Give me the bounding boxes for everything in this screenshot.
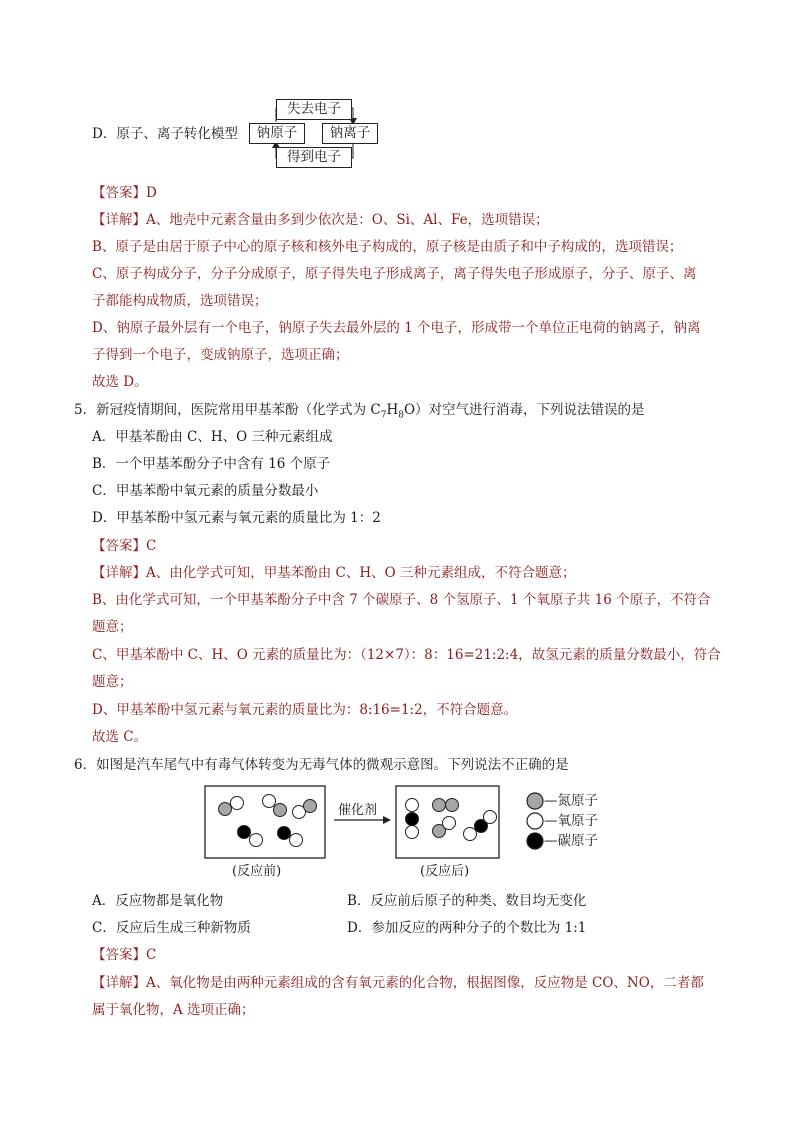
q5-detail-c1: C、甲基苯酚中 C、H、O 元素的质量比为：（12×7）：8：16=21:2:4，故氢元素的质量分数最小，符合 [92,647,721,663]
legend-carbon-circle [527,833,543,849]
q4-detail-d2: 子得到一个电子，变成钠原子，选项正确； [92,347,349,363]
detail-label: 【详解】 [92,565,146,581]
catalyst-label: 催化剂 [338,803,378,818]
q4-detail-b: B、原子是由居于原子中心的原子核和核外电子构成的，原子核是由质子和中子构成的，选项错误； [92,239,683,255]
q5-conclusion: 故选 C。 [92,729,148,745]
detail-text: A、由化学式可知，甲基苯酚由 C、H、O 三种元素组成，不符合题意； [146,565,576,581]
answer-label: 【答案】 [92,538,146,554]
answer-value: C [146,538,157,554]
legend-oxygen: —氧原子 [544,813,598,829]
legend-oxygen-circle [527,813,543,829]
before-label: (反应前) [232,864,282,879]
q5-detail-b1: B、由化学式可知，一个甲基苯酚分子中含 7 个碳原子、8 个氢原子、1 个氧原子共 16 个原子，不符合 [92,592,711,608]
subscript: 7 [380,410,387,421]
detail-text: A、氧化物是由两种元素组成的含有氧元素的化合物，根据图像，反应物是 CO、NO，二者都 [146,975,704,991]
q6-detail-a1 [92,974,704,992]
q6-option-d: D．参加反应的两种分子的个数比为 1:1 [347,920,587,936]
q5-detail-b2: 题意； [92,619,133,635]
detail-label: 【详解】 [92,975,146,991]
q5-option-a: A．甲基苯酚由 C、H、O 三种元素组成 [92,429,333,445]
legend-nitrogen: —氮原子 [544,793,598,809]
subscript: 8 [398,410,404,421]
q4-detail-c1: C、原子构成分子，分子分成原子，原子得失电子形成离子，离子得失电子形成原子，分子、原子、离 [92,266,697,282]
q4-option-d: D．原子、离子转化模型 [92,126,238,142]
detail-label: 【详解】 [92,212,146,228]
q5-stem [74,401,645,425]
stem-part: H [386,402,399,418]
q6-detail-a2: 属于氧化物，A 选项正确； [92,1002,255,1018]
sodium-atom-box: 钠原子 [249,123,305,144]
q4-conclusion: 故选 D。 [92,374,148,390]
q5-option-b: B．一个甲基苯酚分子中含有 16 个原子 [92,456,331,472]
q5-detail-d: D、甲基苯酚中氢元素与氧元素的质量比为：8:16=1:2，不符合题意。 [92,702,518,718]
answer-label: 【答案】 [92,185,146,201]
answer-value: D [146,185,157,201]
after-label: (反应后) [420,864,470,879]
q6-stem: 6．如图是汽车尾气中有毒气体转变为无毒气体的微观示意图。下列说法不正确的是 [74,757,569,773]
legend-nitrogen-circle [527,793,543,809]
q6-option-b: B．反应前后原子的种类、数目均无变化 [347,893,587,909]
legend-carbon: —碳原子 [544,833,598,849]
q6-answer [92,946,156,964]
detail-text: A、地壳中元素含量由多到少依次是：O、Si、Al、Fe，选项错误； [146,212,549,228]
q4-answer [92,184,157,202]
stem-part: 5．新冠疫情期间，医院常用甲基苯酚（化学式为 C [74,402,381,418]
q4-detail-a [92,211,549,229]
gain-electron-box: 得到电子 [276,147,352,168]
q5-answer [92,537,156,555]
q5-detail-c2: 题意； [92,674,133,690]
q5-option-c: C．甲基苯酚中氧元素的质量分数最小 [92,483,319,499]
q6-option-c: C．反应后生成三种新物质 [92,920,251,936]
q5-option-d: D．甲基苯酚中氢元素与氧元素的质量比为 1：2 [92,510,381,526]
q6-option-a: A．反应物都是氧化物 [92,893,224,909]
q4-detail-d1: D、钠原子最外层有一个电子，钠原子失去最外层的 1 个电子，形成带一个单位正电荷的钠离子，钠离 [92,320,701,336]
stem-part: O）对空气进行消毒，下列说法错误的是 [403,402,645,418]
q4-detail-c2: 子都能构成物质，选项错误； [92,293,268,309]
answer-label: 【答案】 [92,947,146,963]
lose-electron-box: 失去电子 [276,99,352,120]
sodium-ion-box: 钠离子 [322,123,378,144]
q5-detail-a [92,564,576,582]
answer-value: C [146,947,157,963]
